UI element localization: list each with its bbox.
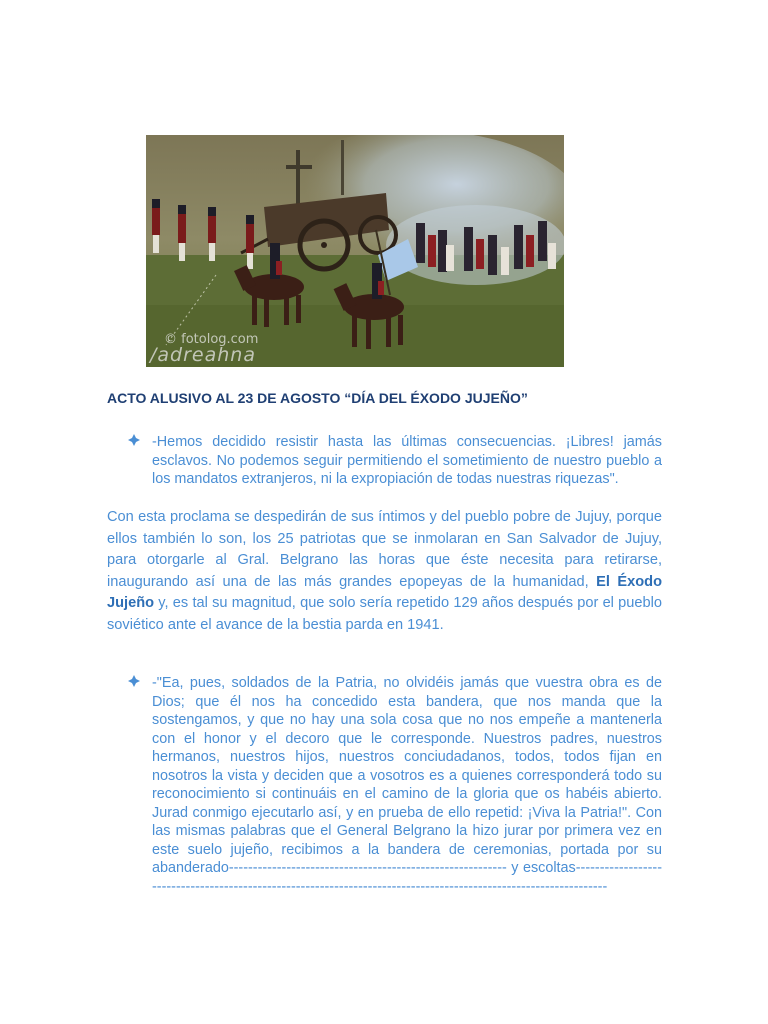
- document-heading: ACTO ALUSIVO AL 23 DE AGOSTO “DÍA DEL ÉXODO JUJEÑO”: [107, 390, 528, 406]
- bullet-proclamation: [152, 433, 662, 489]
- body-paragraph: [107, 507, 662, 636]
- diamond-bullet-icon: [128, 674, 142, 692]
- exodo-jujeno-term: El Éxodo Jujeño: [107, 573, 662, 611]
- photo-watermark: [150, 333, 258, 365]
- diamond-bullet-icon: [128, 433, 142, 451]
- dash-line-1: ----------------------------------------------------------: [228, 860, 507, 876]
- bullet-proclamation-text: -Hemos decidido resistir hasta las últimas consecuencias. ¡Libres! jamás esclavos. No podemos seguir permitiendo el sometimiento de nuestro pueblo a los mandatos extranjeros, ni la expropiación de todas nuestras riquezas".: [152, 434, 662, 487]
- battle-reenactment-photo: [146, 135, 564, 367]
- dash-line-2: -----------------------------------------------------------------------------------------------------------------: [152, 860, 662, 895]
- bullet-belgrano-oath: [152, 674, 662, 896]
- bullet-belgrano-text: -"Ea, pues, soldados de la Patria, no olvidéis jamás que vuestra obra es de Dios; que él nos ha concedido esta bandera, que nos manda que la sostengamos, y que no hay una sola cosa que no nos empeñe a mantenerla con el honor y el decoro que le corresponde. Nuestros padres, nuestros hermanos, nuestros hijos, nuestros conciudadanos, todos, todos fijan en nosotros la vista y deciden que a vosotros es a quienes corresponderá todo su reconocimiento si continuáis en el camino de la gloria que os habéis abierto. Jurad conmigo ejecutarlo así, y en prueba de ello repetid: ¡Viva la Patria!". Con las mismas palabras que el General Belgrano la hizo jurar por primera vez en este suelo jujeño, recibimos a la bandera de ceremonias, portada por su abanderado: [152, 675, 662, 876]
- paragraph-text-before: Con esta proclama se despedirán de sus íntimos y del pueblo pobre de Jujuy, porque ellos también lo son, los 25 patriotas que se inmolaran en San Salvador de Jujuy, para otorgarle al Gral. Belgrano las horas que éste necesita para retirarse, inaugurando así una de las más grandes epopeyas de la humanidad,: [107, 509, 662, 590]
- escoltas-text: y escoltas: [506, 860, 576, 876]
- watermark-line2: /adreahna: [150, 344, 256, 366]
- watermark-line1: © fotolog.com: [164, 332, 259, 347]
- paragraph-text-after: y, es tal su magnitud, que solo sería repetido 129 años después por el pueblo soviético ante el avance de la bestia parda en 1941.: [107, 595, 662, 633]
